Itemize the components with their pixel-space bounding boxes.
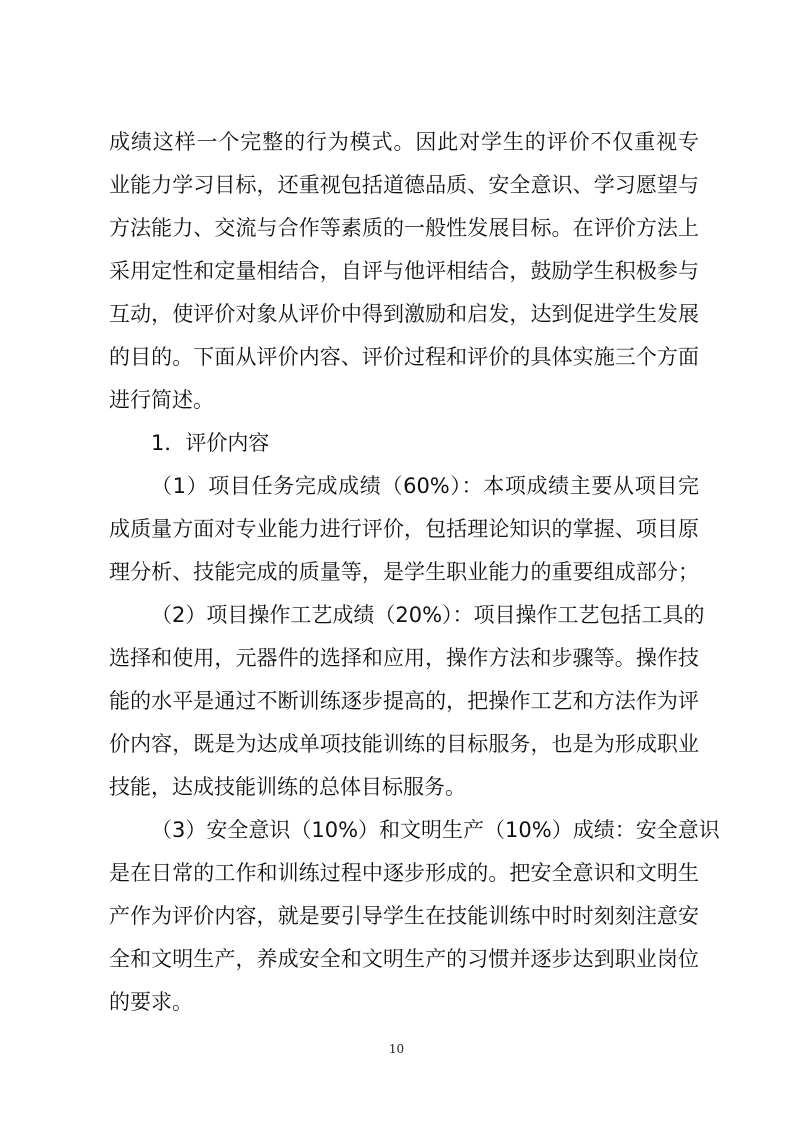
paragraph-line-10: 成质量方面对专业能力进行评价，包括理论知识的掌握、项目原 (109, 517, 699, 541)
paragraph-line-20: 全和文明生产，养成安全和文明生产的习惯并逐步达到职业岗位 (109, 947, 699, 971)
paragraph-line-18: 是在日常的工作和训练过程中逐步形成的。把安全意识和文明生 (109, 861, 699, 885)
paragraph-line-13: 选择和使用，元器件的选择和应用，操作方法和步骤等。操作技 (109, 646, 699, 670)
section-heading: 1．评价内容 (151, 431, 270, 455)
page-number: 10 (388, 1042, 405, 1056)
paragraph-line-12: （2）项目操作工艺成绩（20%）：项目操作工艺包括工具的 (151, 603, 705, 627)
paragraph-line-17: （3）安全意识（10%）和文明生产（10%）成绩：安全意识 (151, 818, 720, 842)
paragraph-line-7: 进行简述。 (109, 388, 214, 412)
paragraph-line-1: 成绩这样一个完整的行为模式。因此对学生的评价不仅重视专 (109, 130, 699, 154)
paragraph-line-14: 能的水平是通过不断训练逐步提高的，把操作工艺和方法作为评 (109, 689, 699, 713)
paragraph-line-11: 理分析、技能完成的质量等，是学生职业能力的重要组成部分； (109, 560, 699, 584)
paragraph-line-9: （1）项目任务完成成绩（60%）：本项成绩主要从项目完 (151, 474, 699, 498)
paragraph-line-2: 业能力学习目标，还重视包括道德品质、安全意识、学习愿望与 (109, 173, 699, 197)
paragraph-line-5: 互动，使评价对象从评价中得到激励和启发，达到促进学生发展 (109, 302, 699, 326)
paragraph-line-3: 方法能力、交流与合作等素质的一般性发展目标。在评价方法上 (109, 216, 699, 240)
paragraph-line-19: 产作为评价内容，就是要引导学生在技能训练中时时刻刻注意安 (109, 904, 699, 928)
paragraph-line-4: 采用定性和定量相结合，自评与他评相结合，鼓励学生积极参与 (109, 259, 699, 283)
paragraph-line-15: 价内容，既是为达成单项技能训练的目标服务，也是为形成职业 (109, 732, 699, 756)
paragraph-line-16: 技能，达成技能训练的总体目标服务。 (109, 775, 466, 799)
paragraph-line-6: 的目的。下面从评价内容、评价过程和评价的具体实施三个方面 (109, 345, 699, 369)
paragraph-line-21: 的要求。 (109, 990, 193, 1014)
